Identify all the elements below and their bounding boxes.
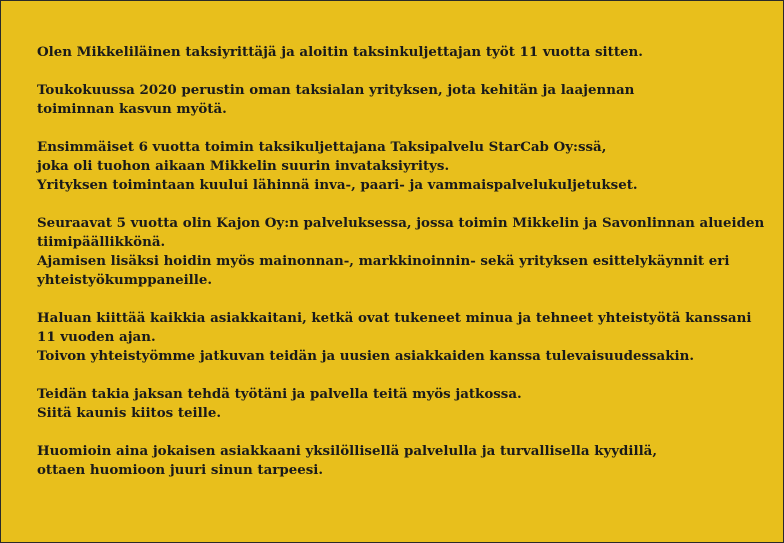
text-line: Ensimmäiset 6 vuotta toimin taksikuljettajana Taksipalvelu StarCab Oy:ssä, <box>37 139 607 155</box>
text-line: Siitä kaunis kiitos teille. <box>37 405 221 421</box>
text-line: toiminnan kasvun myötä. <box>37 101 227 117</box>
text-line: joka oli tuohon aikaan Mikkelin suurin invataksiyritys. <box>37 158 450 174</box>
paragraph-starcab <box>37 138 767 195</box>
text-line: ottaen huomioon juuri sinun tarpeesi. <box>37 462 324 478</box>
text-line: tiimipäällikkönä. <box>37 234 166 250</box>
paragraph-service-promise <box>37 442 767 480</box>
text-line: Olen Mikkeliläinen taksiyrittäjä ja aloitin taksinkuljettajan työt 11 vuotta sitten. <box>37 44 643 60</box>
text-line: Haluan kiittää kaikkia asiakkaitani, ketkä ovat tukeneet minua ja tehneet yhteistyötä kanssani <box>37 310 752 326</box>
text-line: Ajamisen lisäksi hoidin myös mainonnan-, markkinoinnin- sekä yrityksen esittelykäynnit eri <box>37 253 730 269</box>
text-line: Toivon yhteistyömme jatkuvan teidän ja uusien asiakkaiden kanssa tulevaisuudessakin. <box>37 348 694 364</box>
paragraph-company-founding <box>37 81 767 119</box>
paragraph-intro <box>37 43 767 62</box>
text-line: yhteistyökumppaneille. <box>37 272 213 288</box>
paragraph-motivation <box>37 385 767 423</box>
text-line: 11 vuoden ajan. <box>37 329 156 345</box>
text-line: Teidän takia jaksan tehdä työtäni ja palvella teitä myös jatkossa. <box>37 386 522 402</box>
text-line: Seuraavat 5 vuotta olin Kajon Oy:n palveluksessa, jossa toimin Mikkelin ja Savonlinnan alueiden <box>37 215 765 231</box>
paragraph-kajon <box>37 214 767 290</box>
paragraph-thanks <box>37 309 767 366</box>
text-line: Yrityksen toimintaan kuului lähinnä inva-, paari- ja vammaispalvelukuljetukset. <box>37 177 638 193</box>
text-line: Toukokuussa 2020 perustin oman taksialan yrityksen, jota kehitän ja laajennan <box>37 82 635 98</box>
text-line: Huomioin aina jokaisen asiakkaani yksilöllisellä palvelulla ja turvallisella kyydillä, <box>37 443 658 459</box>
text-content <box>37 43 767 499</box>
